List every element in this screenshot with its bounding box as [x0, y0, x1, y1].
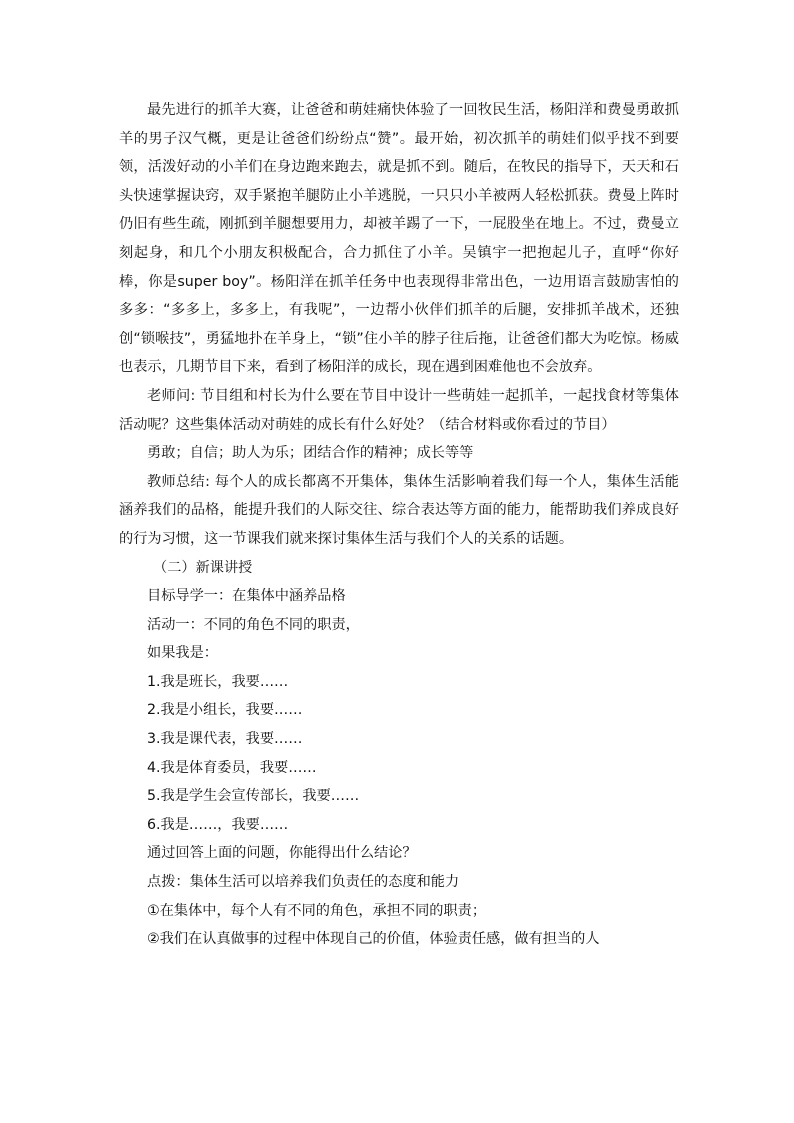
- list-item: 3.我是课代表，我要……: [147, 731, 303, 748]
- list-item: 4.我是体育委员，我要……: [147, 759, 317, 776]
- document-body: [119, 96, 679, 954]
- activity-heading: 活动一：不同的角色不同的职责，: [147, 616, 360, 633]
- point-one: ①在集体中，每个人有不同的角色，承担不同的职责；: [147, 902, 487, 919]
- if-me-line: 如果我是：: [147, 645, 218, 662]
- story-paragraph: 最先进行的抓羊大赛，让爸爸和萌娃痛快体验了一回牧民生活，杨阳洋和费曼勇敢抓羊的男子汉气概，更是让爸爸们纷纷点“赞”。最开始，初次抓羊的萌娃们似乎找不到要领，活泼好动的小羊们在身边跑来跑去，就是抓不到。随后，在牧民的指导下，天天和石头快速掌握诀窍，双手紧抱羊腿防止小羊逃脱，一只只小羊被两人轻松抓获。费曼上阵时仍旧有些生疏，刚抓到羊腿想要用力，却被羊踢了一下，一屁股坐在地上。不过，费曼立刻起身，和几个小朋友积极配合，合力抓住了小羊。吴镇宇一把抱起儿子，直呼“你好棒，你是super boy”。杨阳洋在抓羊任务中也表现得非常出色，一边用语言鼓励害怕的多多：“多多上，多多上，有我呢”，一边帮小伙伴们抓羊的后腿，安排抓羊战术，还独创“锁喉技”，勇猛地扑在羊身上，“锁”住小羊的脖子往后拖，让爸爸们都大为吃惊。杨威也表示，几期节目下来，看到了杨阳洋的成长，现在遇到困难他也不会放弃。: [119, 102, 679, 376]
- list-item: 1.我是班长，我要……: [147, 673, 289, 690]
- point-two: ②我们在认真做事的过程中体现自己的价值，体验责任感，做有担当的人: [147, 931, 600, 948]
- teacher-summary: 教师总结: 每个人的成长都离不开集体，集体生活影响着我们每一个人，集体生活能涵养我们的品格，能提升我们的人际交往、综合表达等方面的能力，能帮助我们养成良好的行为习惯，这一节课我们就来探讨集体生活与我们个人的关系的话题。: [119, 473, 679, 547]
- section-heading: （二）新课讲授: [153, 559, 253, 576]
- list-item: 2.我是小组长，我要……: [147, 702, 303, 719]
- list-item: 6.我是……，我要……: [147, 816, 289, 833]
- teacher-question: 老师问: 节目组和村长为什么要在节目中设计一些萌娃一起抓羊，一起找食材等集体活动呢？这些集体活动对萌娃的成长有什么好处？（结合材料或你看过的节目）: [119, 387, 679, 433]
- hint-line: 点拨：集体生活可以培养我们负责任的态度和能力: [147, 874, 460, 891]
- answer-line: 勇敢；自信；助人为乐；团结合作的精神；成长等等: [147, 445, 474, 462]
- goal-heading: 目标导学一：在集体中涵养品格: [147, 588, 346, 605]
- list-item: 5.我是学生会宣传部长，我要……: [147, 788, 360, 805]
- conclusion-question: 通过回答上面的问题，你能得出什么结论？: [147, 845, 417, 862]
